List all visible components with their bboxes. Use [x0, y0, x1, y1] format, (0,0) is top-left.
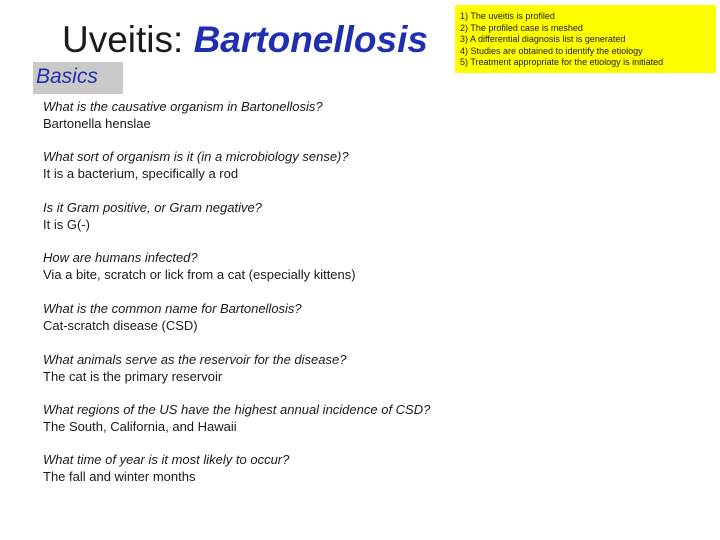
- question: What regions of the US have the highest annual incidence of CSD?: [43, 402, 431, 417]
- answer: Bartonella henslae: [43, 116, 151, 131]
- process-step: 1) The uveitis is profiled: [460, 11, 555, 21]
- process-step: 2) The profiled case is meshed: [460, 22, 583, 33]
- question: What sort of organism is it (in a microbiology sense)?: [43, 149, 349, 164]
- answer: It is G(-): [43, 217, 90, 232]
- answer: The South, California, and Hawaii: [43, 419, 237, 434]
- process-step: 5) Treatment appropriate for the etiology is initiated: [460, 57, 664, 67]
- answer: The cat is the primary reservoir: [43, 369, 223, 384]
- process-step: 4) Studies are obtained to identify the etiology: [460, 45, 643, 56]
- qa-item: [43, 451, 289, 485]
- answer: It is a bacterium, specifically a rod: [43, 166, 239, 181]
- title-topic: Bartonellosis: [193, 19, 428, 60]
- qa-item: [43, 351, 346, 385]
- question: How are humans infected?: [43, 250, 198, 265]
- qa-item: [43, 199, 262, 233]
- question: What animals serve as the reservoir for the disease?: [43, 352, 347, 367]
- title-prefix: Uveitis:: [62, 19, 194, 60]
- qa-item: [43, 300, 302, 334]
- qa-item: [43, 249, 356, 283]
- question: What is the common name for Bartonellosis?: [43, 301, 302, 316]
- question: Is it Gram positive, or Gram negative?: [43, 200, 262, 215]
- section-label: Basics: [33, 62, 123, 94]
- answer: Cat-scratch disease (CSD): [43, 318, 198, 333]
- process-step: 3) A differential diagnosis list is generated: [460, 34, 626, 44]
- question: What is the causative organism in Bartonellosis?: [43, 99, 323, 114]
- question: What time of year is it most likely to occur?: [43, 452, 290, 467]
- qa-item: [43, 401, 430, 435]
- qa-item: [43, 148, 349, 182]
- slide-title: [62, 18, 428, 62]
- process-steps-note: [455, 5, 716, 73]
- qa-item: [43, 98, 323, 132]
- answer: The fall and winter months: [43, 469, 196, 484]
- answer: Via a bite, scratch or lick from a cat (especially kittens): [43, 267, 356, 282]
